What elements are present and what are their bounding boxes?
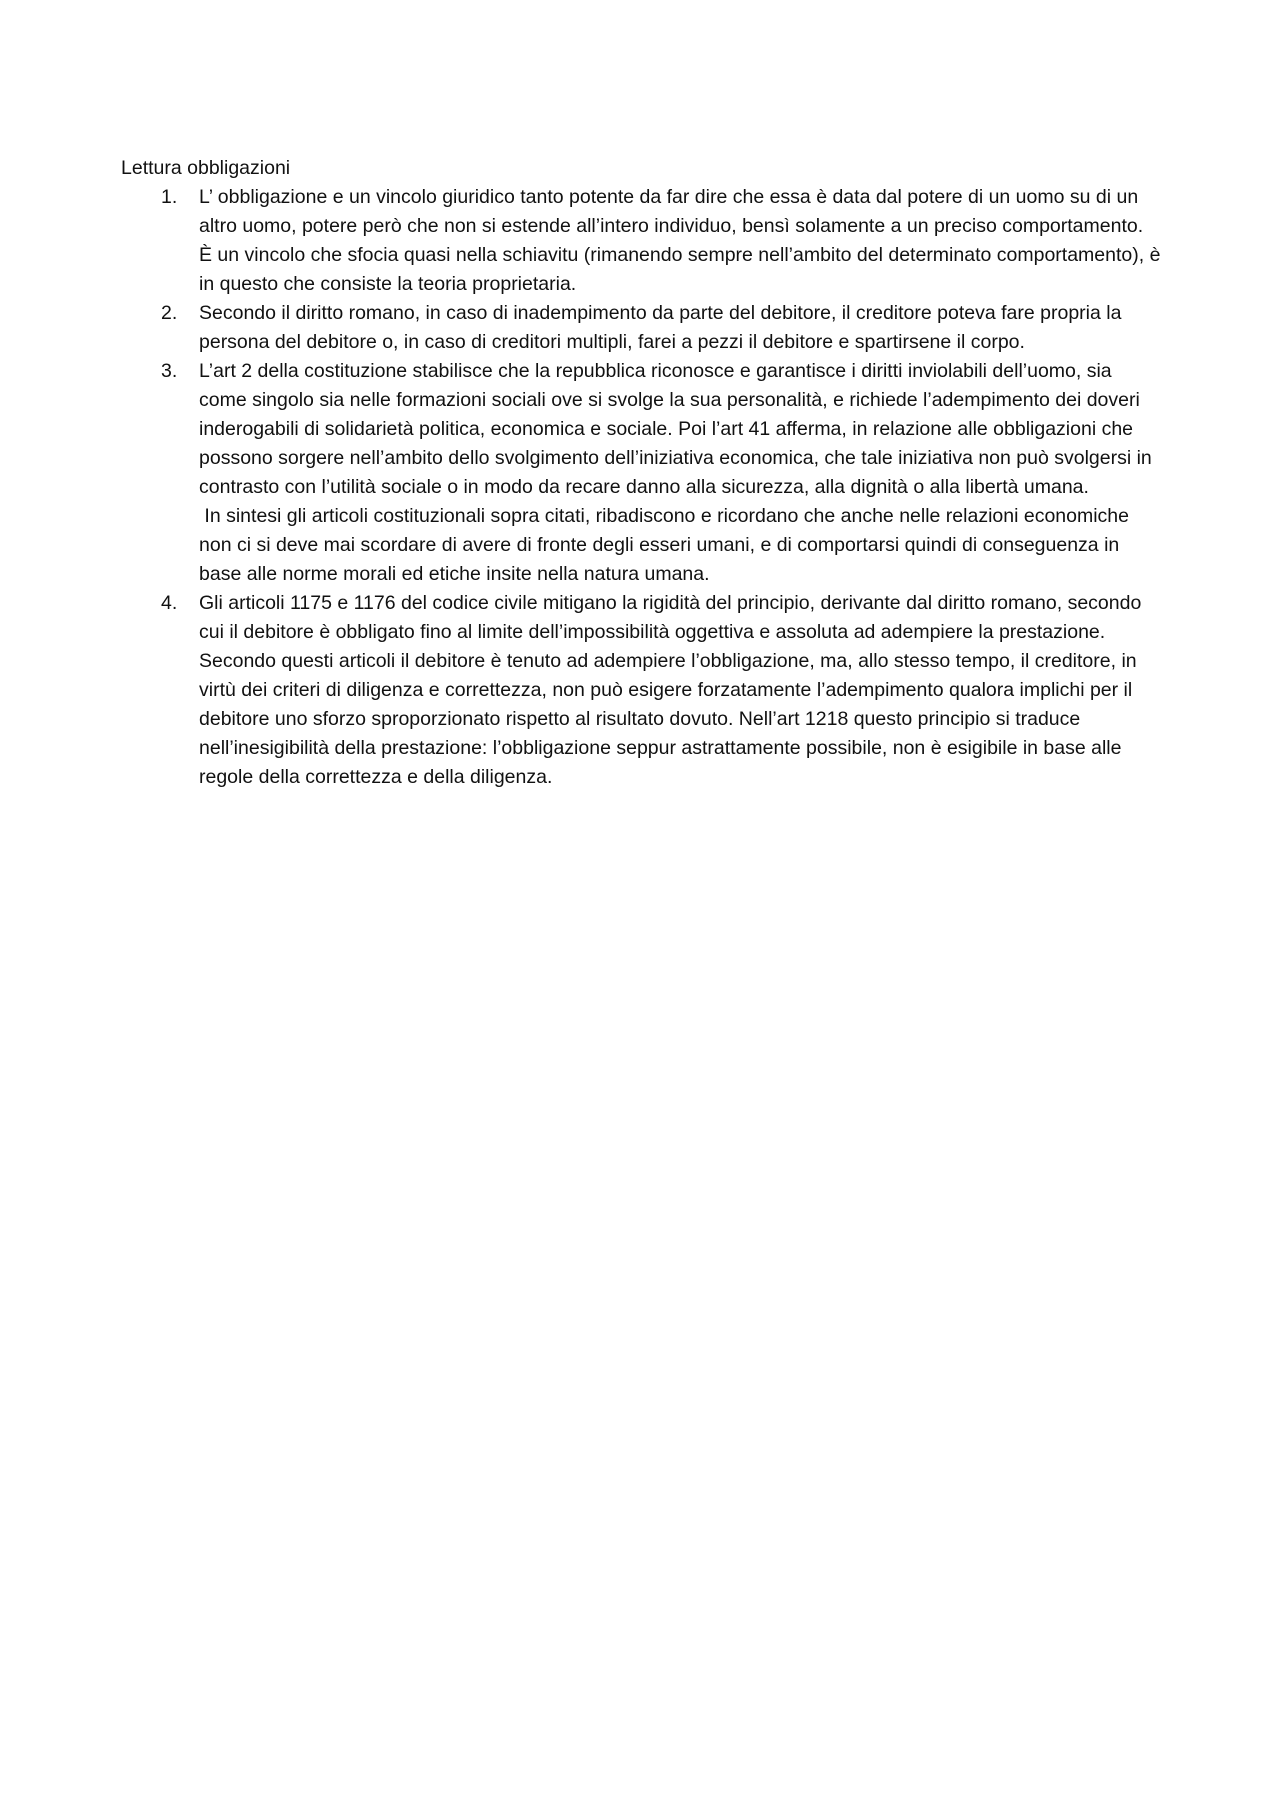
list-item <box>121 357 1161 589</box>
document-body <box>121 154 1161 792</box>
list-item <box>121 183 1161 299</box>
numbered-list <box>121 183 1161 792</box>
list-item <box>121 299 1161 357</box>
list-item-number: 2. <box>161 302 178 324</box>
list-item-text: L’art 2 della costituzione stabilisce che la repubblica riconosce e garantisce i diritti inviolabili dell’uomo, sia come singolo sia nelle formazioni sociali ove si svolge la sua personalità, e richiede l’adempimento dei doveri inderogabili di solidarietà politica, economica e sociale. Poi l’art 41 afferma, in relazione alle obbligazioni che possono sorgere nell’ambito dello svolgimento dell’iniziativa economica, che tale iniziativa non può svolgersi in contrasto con l’utilità sociale o in modo da recare danno alla sicurezza, alla dignità o alla libertà umana. <box>199 360 1152 498</box>
list-item-number: 1. <box>161 186 178 208</box>
list-item-text: L’ obbligazione e un vincolo giuridico tanto potente da far dire che essa è data dal potere di un uomo su di un altro uomo, potere però che non si estende all’intero individuo, bensì solamente a un preciso comportamento. È un vincolo che sfocia quasi nella schiavitu (rimanendo sempre nell’ambito del determinato comportamento), è in questo che consiste la teoria proprietaria. <box>199 186 1161 295</box>
list-item-number: 3. <box>161 360 178 382</box>
list-item <box>121 589 1161 792</box>
list-item-text: Secondo il diritto romano, in caso di inadempimento da parte del debitore, il creditore poteva fare propria la persona del debitore o, in caso di creditori multipli, farei a pezzi il debitore e spartirsene il corpo. <box>199 302 1122 353</box>
document-title: Lettura obbligazioni <box>121 157 291 179</box>
list-item-text-continued: In sintesi gli articoli costituzionali sopra citati, ribadiscono e ricordano che anche nelle relazioni economiche non ci si deve mai scordare di avere di fronte degli esseri umani, e di comportarsi quindi di conseguenza in base alle norme morali ed etiche insite nella natura umana. <box>199 505 1135 585</box>
list-item-text: Gli articoli 1175 e 1176 del codice civile mitigano la rigidità del principio, derivante dal diritto romano, secondo cui il debitore è obbligato fino al limite dell’impossibilità oggettiva e assoluta ad adempiere la prestazione. Secondo questi articoli il debitore è tenuto ad adempiere l’obbligazione, ma, allo stesso tempo, il creditore, in virtù dei criteri di diligenza e correttezza, non può esigere forzatamente l’adempimento qualora implichi per il debitore uno sforzo sproporzionato rispetto al risultato dovuto. Nell’art 1218 questo principio si traduce nell’inesigibilità della prestazione: l’obbligazione seppur astrattamente possibile, non è esigibile in base alle regole della correttezza e della diligenza. <box>199 592 1142 788</box>
list-item-number: 4. <box>161 592 178 614</box>
